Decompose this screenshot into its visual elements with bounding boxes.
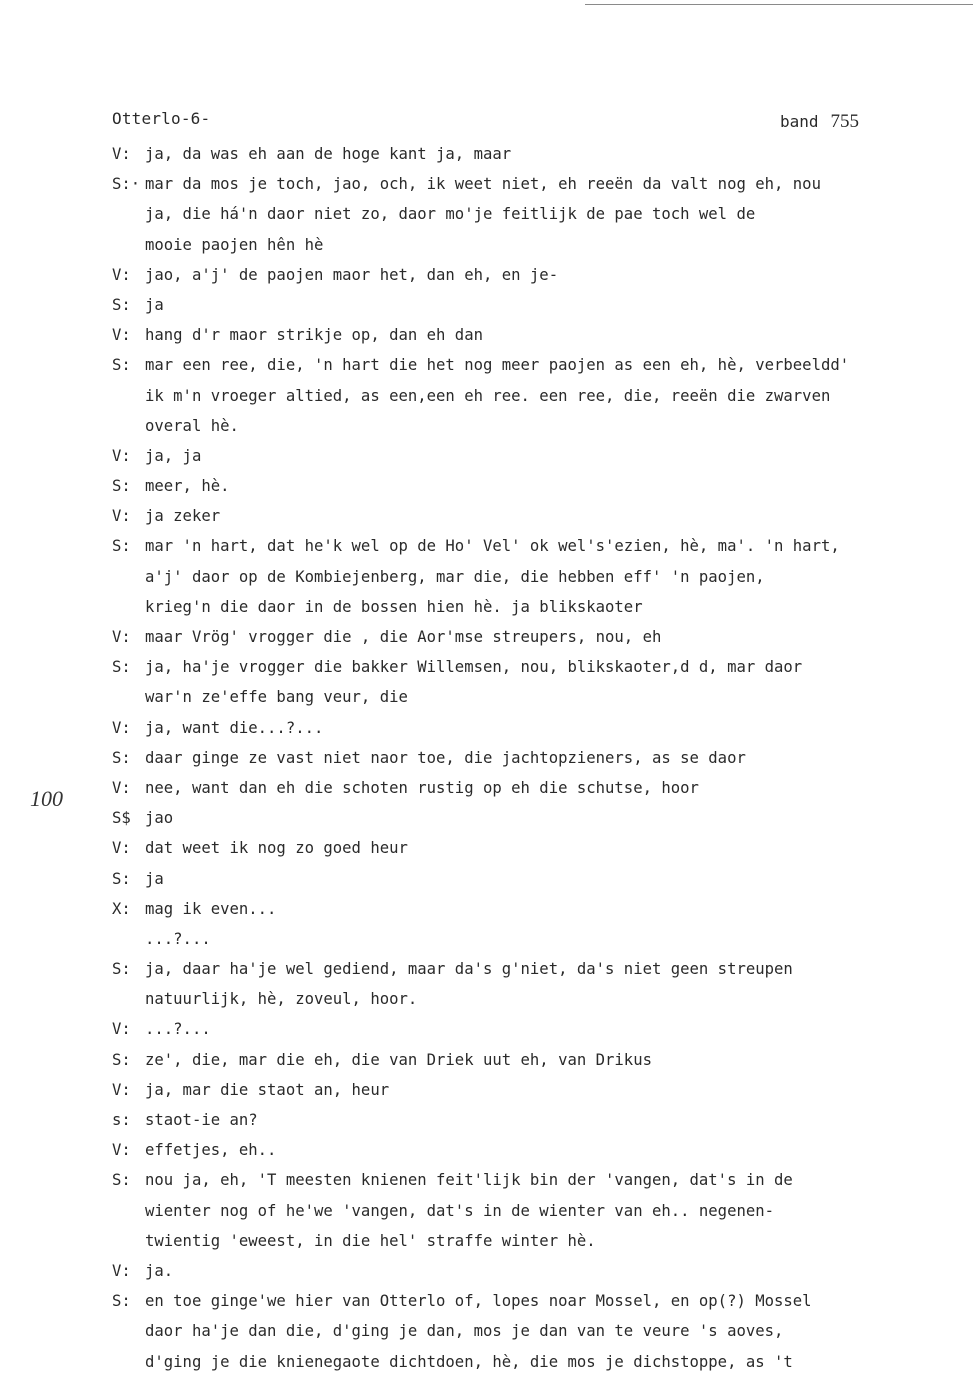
transcript-line xyxy=(112,260,942,290)
utterance-text: d'ging je die knienegaote dichtdoen, hè, die mos je dichstoppe, as 't xyxy=(145,1352,793,1371)
transcript-line xyxy=(112,833,942,863)
utterance-text: ...?... xyxy=(145,1020,211,1039)
transcript-line xyxy=(112,199,942,229)
transcript-line xyxy=(112,1226,942,1256)
transcript-line xyxy=(112,441,942,471)
utterance-text: overal hè. xyxy=(145,416,239,435)
utterance-text: mooie paojen hên hè xyxy=(145,235,324,254)
speaker-label: S: xyxy=(112,869,131,888)
transcript-line xyxy=(112,1347,942,1377)
speaker-label: X: xyxy=(112,899,131,918)
transcript-line xyxy=(112,1286,942,1316)
utterance-text: hang d'r maor strikje op, dan eh dan xyxy=(145,326,483,345)
transcript-body xyxy=(112,139,942,1377)
transcript-line xyxy=(112,1316,942,1346)
transcript-line xyxy=(112,1256,942,1286)
speaker-label: V: xyxy=(112,628,131,646)
utterance-text: krieg'n die daor in de bossen hien hè. ja blikskaoter xyxy=(145,597,643,616)
speaker-label: V: xyxy=(112,326,131,345)
speaker-label: S: xyxy=(112,1292,131,1311)
utterance-text: nee, want dan eh die schoten rustig op eh die schutse, hoor xyxy=(145,778,699,797)
speaker-label: s: xyxy=(112,1111,131,1129)
transcript-line xyxy=(112,713,942,743)
speaker-label: S: xyxy=(112,477,131,496)
transcript-line xyxy=(112,682,942,712)
page-header-band xyxy=(780,111,859,133)
utterance-text: maar Vrög' vrogger die , die Aor'mse streupers, nou, eh xyxy=(145,628,662,646)
utterance-text: effetjes, eh.. xyxy=(145,1141,277,1160)
speaker-label: V: xyxy=(112,145,131,163)
transcript-line xyxy=(112,773,942,803)
transcript-line xyxy=(112,562,942,592)
utterance-text: en toe ginge'we hier van Otterlo of, lopes noar Mossel, en op(?) Mossel xyxy=(145,1292,812,1311)
transcript-line xyxy=(112,230,942,260)
page-header-title: Otterlo-6- xyxy=(112,109,211,128)
utterance-text: jao, a'j' de paojen maor het, dan eh, en je- xyxy=(145,265,559,284)
speaker-label: V: xyxy=(112,507,131,526)
speaker-label: S: xyxy=(112,658,131,677)
transcript-line xyxy=(112,622,942,652)
speaker-label: S$ xyxy=(112,809,131,828)
speaker-label: S: xyxy=(112,356,131,375)
utterance-text: ja, daar ha'je wel gediend, maar da's g'niet, da's niet geen streupen xyxy=(145,960,793,979)
transcript-line xyxy=(112,1165,942,1195)
utterance-text: natuurlijk, hè, zoveul, hoor. xyxy=(145,990,418,1009)
transcript-line xyxy=(112,652,942,682)
utterance-text: ...?... xyxy=(145,929,211,948)
transcript-line xyxy=(112,894,942,924)
utterance-text: mag ik even... xyxy=(145,899,277,918)
utterance-text: mar een ree, die, 'n hart die het nog meer paojen as een eh, hè, verbeeldd' xyxy=(145,356,850,375)
utterance-text: ja, ja xyxy=(145,446,202,465)
transcript-line xyxy=(112,984,942,1014)
transcript-line xyxy=(112,350,942,380)
transcript-line xyxy=(112,1196,942,1226)
transcript-line xyxy=(112,1045,942,1075)
speaker-label: V: xyxy=(112,718,131,737)
transcript-line xyxy=(112,411,942,441)
transcript-line xyxy=(112,139,942,169)
utterance-text: ja. xyxy=(145,1261,174,1280)
utterance-text: meer, hè. xyxy=(145,477,230,496)
utterance-text: ja xyxy=(145,869,164,888)
speaker-label: V: xyxy=(112,265,131,284)
utterance-text: a'j' daor op de Kombiejenberg, mar die, die hebben eff' 'n paojen, xyxy=(145,567,765,586)
utterance-text: mar da mos je toch, jao, och, ik weet niet, eh reeën da valt nog eh, nou xyxy=(145,175,821,194)
speaker-label: S: xyxy=(112,1050,131,1069)
utterance-text: ja, da was eh aan de hoge kant ja, maar xyxy=(145,145,512,163)
transcript-line xyxy=(112,531,942,561)
speaker-label: S: xyxy=(112,1171,131,1190)
speaker-label: S: xyxy=(112,295,131,314)
transcript-line xyxy=(112,1135,942,1165)
speaker-label: S: xyxy=(112,537,131,556)
transcript-line xyxy=(112,803,942,833)
utterance-text: nou ja, eh, 'T meesten knienen feit'lijk bin der 'vangen, dat's in de xyxy=(145,1171,793,1190)
utterance-text: ja, die há'n daor niet zo, daor mo'je feitlijk de pae toch wel de xyxy=(145,205,756,224)
speaker-label: S: xyxy=(112,748,131,767)
transcript-line xyxy=(112,290,942,320)
band-number: 755 xyxy=(830,111,860,132)
speaker-label: S: xyxy=(112,960,131,979)
speaker-label: V: xyxy=(112,446,131,465)
speaker-label: V: xyxy=(112,778,131,797)
transcript-line xyxy=(112,471,942,501)
transcript-line xyxy=(112,1075,942,1105)
utterance-text: ja, mar die staot an, heur xyxy=(145,1080,390,1099)
utterance-text: mar 'n hart, dat he'k wel op de Ho' Vel' ok wel's'ezien, hè, ma'. 'n hart, xyxy=(145,537,840,556)
margin-handwritten-note: 100 xyxy=(30,786,63,811)
speaker-label: V: xyxy=(112,1020,131,1039)
speaker-label: V: xyxy=(112,1141,131,1160)
utterance-text: twientig 'eweest, in die hel' straffe winter hè. xyxy=(145,1231,596,1250)
utterance-text: staot-ie an? xyxy=(145,1111,258,1129)
utterance-text: ja xyxy=(145,295,164,314)
transcript-line xyxy=(112,924,942,954)
speaker-label: S:· xyxy=(112,175,141,194)
utterance-text: dat weet ik nog zo goed heur xyxy=(145,839,408,858)
transcript-line xyxy=(112,864,942,894)
transcript-line xyxy=(112,954,942,984)
utterance-text: daor ha'je dan die, d'ging je dan, mos je dan van te veure 's aoves, xyxy=(145,1322,784,1341)
transcript-line xyxy=(112,169,942,199)
transcript-line xyxy=(112,743,942,773)
utterance-text: daar ginge ze vast niet naor toe, die jachtopzieners, as se daor xyxy=(145,748,746,767)
top-rule xyxy=(585,4,973,5)
utterance-text: ja, ha'je vrogger die bakker Willemsen, nou, blikskaoter,d d, mar daor xyxy=(145,658,803,677)
speaker-label: V: xyxy=(112,839,131,858)
utterance-text: war'n ze'effe bang veur, die xyxy=(145,688,408,707)
transcript-line xyxy=(112,381,942,411)
utterance-text: wienter nog of he'we 'vangen, dat's in de wienter van eh.. negenen- xyxy=(145,1201,775,1220)
utterance-text: ik m'n vroeger altied, as een,een eh ree. een ree, die, reeën die zwarven xyxy=(145,386,831,405)
band-label: band xyxy=(780,112,819,131)
transcript-line xyxy=(112,320,942,350)
transcript-line xyxy=(112,501,942,531)
utterance-text: ze', die, mar die eh, die van Driek uut eh, van Drikus xyxy=(145,1050,652,1069)
utterance-text: jao xyxy=(145,809,174,828)
transcript-line xyxy=(112,592,942,622)
speaker-label: V: xyxy=(112,1261,131,1280)
utterance-text: ja, want die...?... xyxy=(145,718,324,737)
transcript-line xyxy=(112,1014,942,1044)
speaker-label: V: xyxy=(112,1080,131,1099)
transcript-line xyxy=(112,1105,942,1135)
utterance-text: ja zeker xyxy=(145,507,221,526)
